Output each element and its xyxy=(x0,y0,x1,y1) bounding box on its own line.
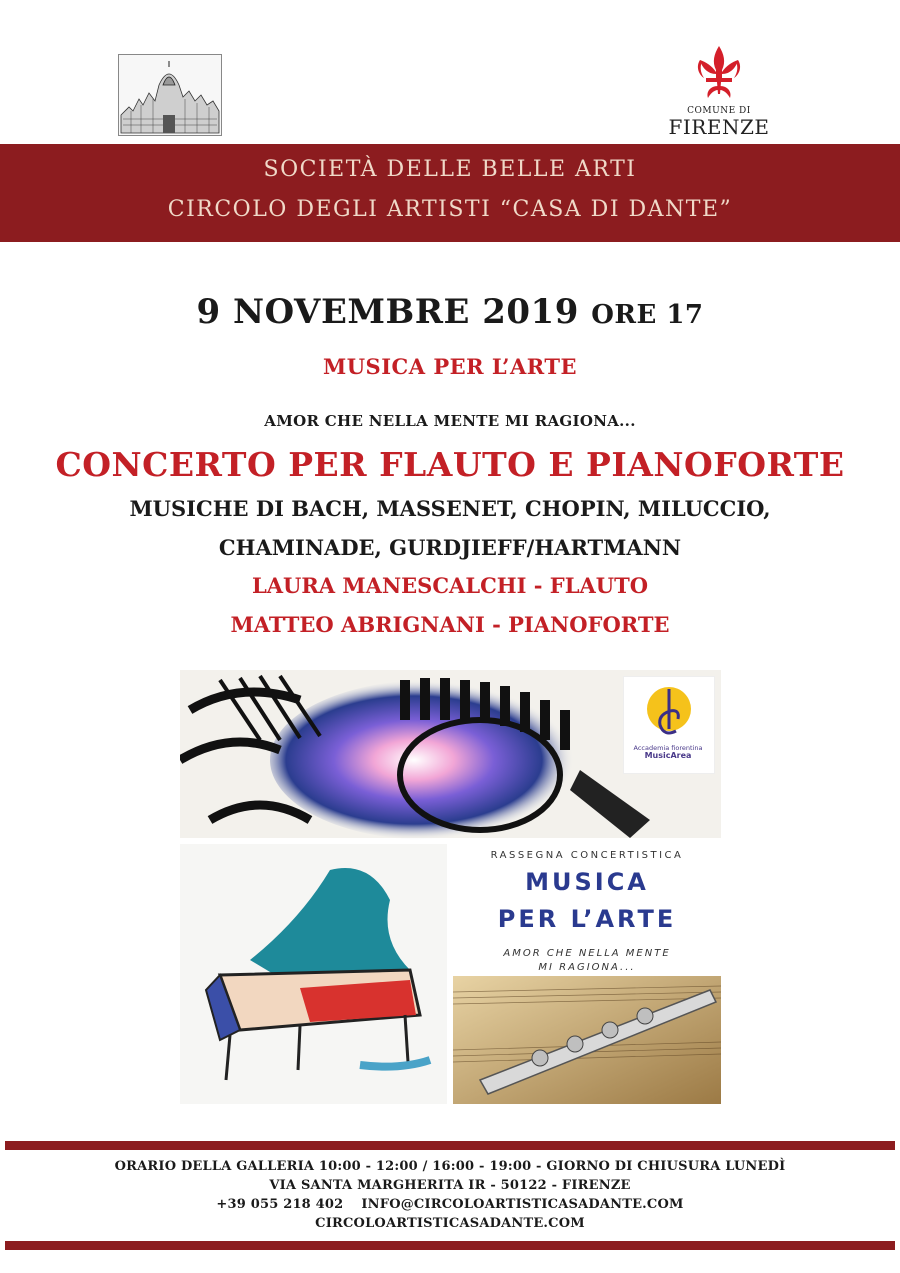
gallery-hours: ORARIO DELLA GALLERIA 10:00 - 12:00 / 16:00 - 19:00 - GIORNO DI CHIUSURA LUNEDÌ xyxy=(114,1159,786,1174)
poster-subtitle-line-1: AMOR CHE NELLA MENTE xyxy=(503,948,671,959)
event-subtitle: AMOR CHE NELLA MENTE MI RAGIONA... xyxy=(264,412,636,430)
painted-piano-artwork xyxy=(180,844,447,1104)
website-link[interactable]: CIRCOLOARTISTICASADANTE.COM xyxy=(315,1216,585,1231)
poster-subtitle-line-2: MI RAGIONA... xyxy=(538,962,636,973)
academy-line-2: MusicArea xyxy=(644,751,692,760)
performer-flute: LAURA MANESCALCHI - FLAUTO xyxy=(251,573,649,598)
gallery-address: VIA SANTA MARGHERITA IR - 50122 - FIRENZE xyxy=(269,1178,631,1193)
footer-bottom-rule xyxy=(5,1241,895,1250)
treble-clef-icon xyxy=(624,677,714,747)
florentine-lily-icon xyxy=(660,44,778,106)
composers-line-2: CHAMINADE, GURDJIEFF/HARTMANN xyxy=(218,535,682,560)
event-date: 9 NOVEMBRE 2019 xyxy=(196,292,579,332)
poster-series-label: RASSEGNA CONCERTISTICA xyxy=(490,850,684,861)
poster-title-line-1: MUSICA xyxy=(525,868,649,896)
city-engraving-logo xyxy=(118,54,222,136)
academy-line-1: Accademia fiorentina xyxy=(633,744,703,752)
composers-line-1: MUSICHE DI BACH, MASSENET, CHOPIN, MILUCCIO, xyxy=(129,496,771,521)
footer-top-rule xyxy=(5,1141,895,1150)
comune-firenze-wordmark xyxy=(660,106,778,138)
event-time: ORE 17 xyxy=(591,300,704,330)
performer-piano: MATTEO ABRIGNANI - PIANOFORTE xyxy=(230,612,670,637)
event-date-time xyxy=(0,292,900,332)
series-title: MUSICA PER L’ARTE xyxy=(323,354,577,379)
concert-title: CONCERTO PER FLAUTO E PIANOFORTE xyxy=(55,445,845,484)
flute-sheet-music-artwork xyxy=(453,976,721,1104)
poster-title-line-2: PER L’ARTE xyxy=(497,905,677,933)
society-banner xyxy=(0,144,900,242)
circle-name: CIRCOLO DEGLI ARTISTI “CASA DI DANTE” xyxy=(167,197,733,222)
society-name: SOCIETÀ DELLE BELLE ARTI xyxy=(263,157,637,182)
phone-number: +39 055 218 402 xyxy=(216,1197,344,1212)
city-skyline-icon xyxy=(119,55,221,135)
contact-line xyxy=(0,1197,900,1212)
firenze-label: FIRENZE xyxy=(668,115,770,139)
comune-label: COMUNE DI xyxy=(687,106,751,116)
academy-wordmark xyxy=(623,744,713,760)
email-address[interactable]: INFO@CIRCOLOARTISTICASADANTE.COM xyxy=(361,1197,684,1212)
